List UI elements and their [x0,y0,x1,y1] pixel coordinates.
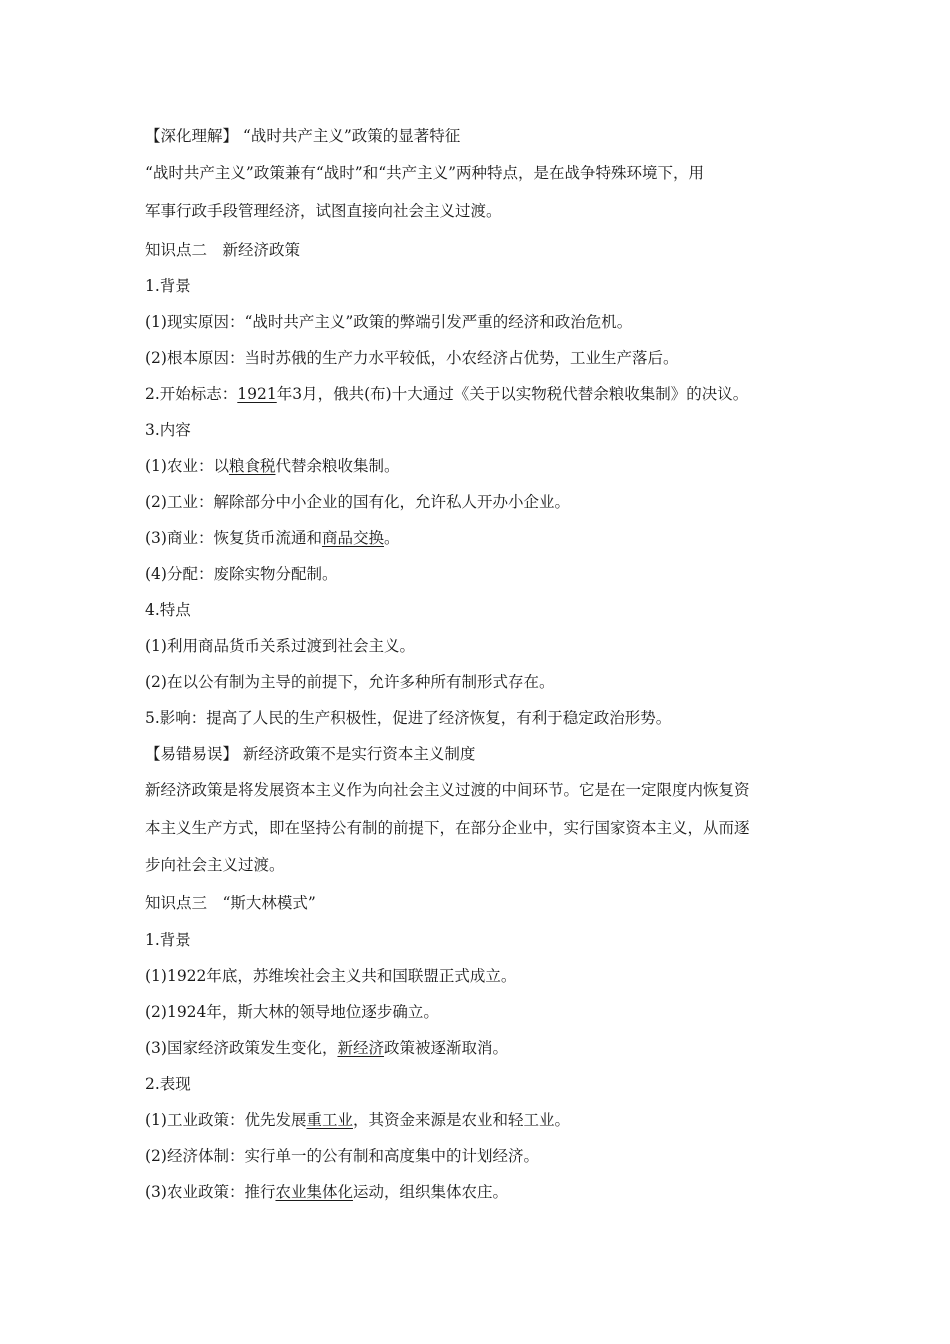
underlined-term: 1921 [237,385,277,403]
text-segment: (4)分配：废除实物分配制。 [145,565,338,583]
underlined-term: 新经济 [337,1039,384,1057]
text-segment: 。 [383,529,400,547]
text-line [145,636,815,656]
underlined-term: 商品交换 [321,529,384,547]
text-segment: 2.表现 [145,1075,191,1093]
text-line [145,348,815,368]
text-segment: (2)在以公有制为主导的前提下，允许多种所有制形式存在。 [145,673,555,691]
text-segment: 运动，组织集体农庄。 [352,1183,508,1201]
text-line [145,1002,815,1022]
text-line [145,384,815,404]
underlined-term: 重工业 [306,1111,353,1129]
text-segment: 1.背景 [145,931,191,949]
underlined-term: 粮食税 [228,457,276,475]
text-line [145,708,815,728]
text-line [145,1182,815,1202]
text-line [145,126,815,146]
text-segment: 步向社会主义过渡。 [145,856,285,874]
text-segment: 知识点二 新经济政策 [145,241,301,259]
text-line [145,420,815,440]
text-segment: (1)农业：以 [145,457,229,475]
text-segment: ，其资金来源是农业和轻工业。 [352,1111,570,1129]
text-segment: (2)经济体制：实行单一的公有制和高度集中的计划经济。 [145,1147,539,1165]
underlined-term: 农业集体化 [275,1183,353,1201]
text-segment: 3.内容 [145,421,191,439]
text-line [145,744,815,764]
text-segment: 2.开始标志： [145,385,238,403]
text-segment: (2)1924年，斯大林的领导地位逐步确立。 [145,1003,439,1021]
text-segment: 新经济政策是将发展资本主义作为向社会主义过渡的中间环节。它是在一定限度内恢复资 [145,781,750,799]
text-line [145,312,815,332]
text-line [145,780,815,800]
text-line [145,600,815,620]
text-segment: (2)根本原因：当时苏俄的生产力水平较低，小农经济占优势，工业生产落后。 [145,349,679,367]
text-line [145,818,815,838]
text-segment: (1)利用商品货币关系过渡到社会主义。 [145,637,415,655]
text-segment: 本主义生产方式，即在坚持公有制的前提下，在部分企业中，实行国家资本主义，从而逐 [145,819,750,837]
text-line [145,528,815,548]
text-line [145,1038,815,1058]
text-segment: 4.特点 [145,601,191,619]
text-segment: 政策被逐渐取消。 [383,1039,508,1057]
text-segment: (1)1922年底，苏维埃社会主义共和国联盟正式成立。 [145,967,517,985]
text-segment: (3)农业政策：推行 [145,1183,276,1201]
text-segment: (3)国家经济政策发生变化， [145,1039,338,1057]
text-segment: (1)工业政策：优先发展 [145,1111,307,1129]
text-line [145,855,815,875]
text-segment: “战时共产主义”政策兼有“战时”和“共产主义”两种特点，是在战争特殊环境下，用 [145,164,705,182]
text-segment: 代替余粮收集制。 [275,457,400,475]
text-line [145,564,815,584]
text-segment: (3)商业：恢复货币流通和 [145,529,322,547]
text-line [145,456,815,476]
text-segment: 军事行政手段管理经济，试图直接向社会主义过渡。 [145,202,502,220]
text-segment: 【易错易误】 新经济政策不是实行资本主义制度 [145,745,476,763]
text-segment: (1)现实原因：“战时共产主义”政策的弊端引发严重的经济和政治危机。 [145,313,633,331]
text-line [145,201,815,221]
text-line [145,1146,815,1166]
text-line [145,930,815,950]
text-segment: 【深化理解】 “战时共产主义”政策的显著特征 [145,127,461,145]
text-line [145,893,815,913]
text-line [145,240,815,260]
text-line [145,276,815,296]
text-segment: 5.影响：提高了人民的生产积极性，促进了经济恢复，有利于稳定政治形势。 [145,709,672,727]
text-line [145,492,815,512]
text-segment: 年3月，俄共(布)十大通过《关于以实物税代替余粮收集制》的决议。 [276,385,749,403]
text-segment: 1.背景 [145,277,191,295]
text-segment: 知识点三 “斯大林模式” [145,894,316,912]
text-line [145,1074,815,1094]
text-line [145,163,815,183]
text-line [145,966,815,986]
text-segment: (2)工业：解除部分中小企业的国有化，允许私人开办小企业。 [145,493,570,511]
text-line [145,672,815,692]
text-line [145,1110,815,1130]
